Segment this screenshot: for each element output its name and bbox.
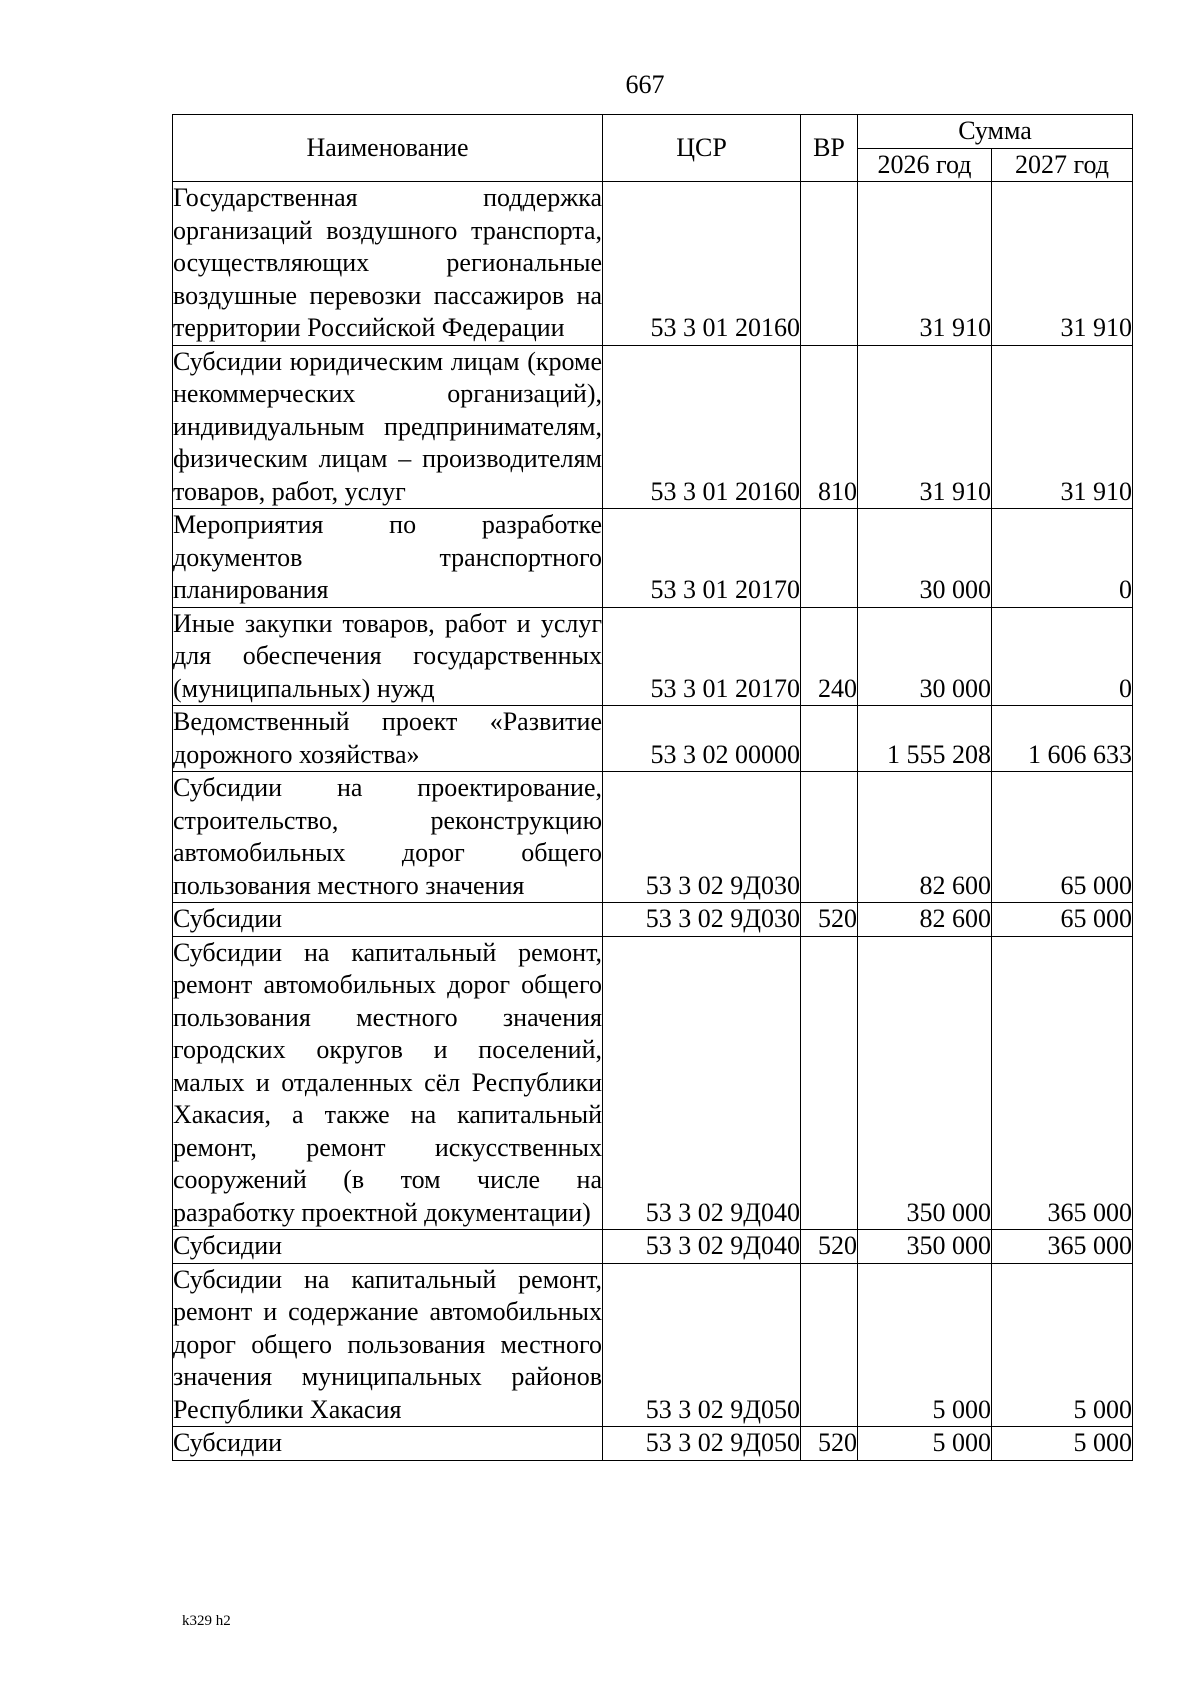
budget-table <box>172 114 1133 1461</box>
cell-csr: 53 3 02 9Д030 <box>603 772 801 903</box>
cell-2027: 0 <box>992 607 1133 706</box>
table-row <box>173 509 1133 608</box>
table-row <box>173 607 1133 706</box>
cell-csr: 53 3 01 20160 <box>603 182 801 346</box>
table-row <box>173 182 1133 346</box>
cell-vr: 810 <box>801 345 858 509</box>
table-row <box>173 772 1133 903</box>
cell-csr: 53 3 02 9Д030 <box>603 903 801 937</box>
header-year-2026: 2026 год <box>858 148 992 182</box>
cell-name: Субсидии на капитальный ремонт, ремонт автомобильных дорог общего пользования местного значения городских округов и поселений, малых и отдаленных сёл Республики Хакасия, а также на капитальный ремонт, ремонт искусственных сооружений (в том числе на разработку проектной документации) <box>173 936 603 1230</box>
cell-vr: 520 <box>801 1230 858 1264</box>
header-csr: ЦСР <box>603 115 801 182</box>
cell-name: Иные закупки товаров, работ и услуг для обеспечения государственных (муниципальных) нужд <box>173 607 603 706</box>
cell-csr: 53 3 01 20170 <box>603 607 801 706</box>
cell-vr <box>801 509 858 608</box>
cell-vr <box>801 182 858 346</box>
cell-2027: 0 <box>992 509 1133 608</box>
page-number: 667 <box>625 70 665 99</box>
cell-csr: 53 3 02 9Д040 <box>603 936 801 1230</box>
cell-name: Ведомственный проект «Развитие дорожного хозяйства» <box>173 706 603 772</box>
table-row <box>173 936 1133 1230</box>
table-header <box>173 115 1133 182</box>
footer-code: k329 h2 <box>182 1613 231 1629</box>
header-name: Наименование <box>173 115 603 182</box>
cell-csr: 53 3 02 9Д050 <box>603 1263 801 1427</box>
table-row <box>173 903 1133 937</box>
cell-vr <box>801 772 858 903</box>
header-sum: Сумма <box>858 115 1133 149</box>
cell-csr: 53 3 02 9Д040 <box>603 1230 801 1264</box>
cell-name: Субсидии <box>173 1427 603 1461</box>
cell-vr: 520 <box>801 903 858 937</box>
cell-2027: 5 000 <box>992 1263 1133 1427</box>
table-row <box>173 1427 1133 1461</box>
table-row <box>173 1230 1133 1264</box>
cell-2026: 5 000 <box>858 1427 992 1461</box>
header-vr: ВР <box>801 115 858 182</box>
cell-csr: 53 3 02 9Д050 <box>603 1427 801 1461</box>
cell-name: Субсидии на капитальный ремонт, ремонт и содержание автомобильных дорог общего пользования местного значения муниципальных районов Республики Хакасия <box>173 1263 603 1427</box>
cell-2026: 350 000 <box>858 936 992 1230</box>
cell-vr <box>801 706 858 772</box>
cell-2026: 350 000 <box>858 1230 992 1264</box>
cell-vr <box>801 936 858 1230</box>
cell-2027: 31 910 <box>992 182 1133 346</box>
cell-2026: 31 910 <box>858 182 992 346</box>
table-row <box>173 345 1133 509</box>
cell-name: Субсидии <box>173 903 603 937</box>
cell-2026: 1 555 208 <box>858 706 992 772</box>
cell-name: Мероприятия по разработке документов транспортного планирования <box>173 509 603 608</box>
cell-2027: 365 000 <box>992 1230 1133 1264</box>
cell-2027: 31 910 <box>992 345 1133 509</box>
table-row <box>173 706 1133 772</box>
cell-2026: 30 000 <box>858 607 992 706</box>
cell-2027: 5 000 <box>992 1427 1133 1461</box>
cell-2027: 65 000 <box>992 772 1133 903</box>
cell-2026: 30 000 <box>858 509 992 608</box>
cell-csr: 53 3 02 00000 <box>603 706 801 772</box>
cell-2027: 1 606 633 <box>992 706 1133 772</box>
cell-2026: 82 600 <box>858 903 992 937</box>
cell-2026: 31 910 <box>858 345 992 509</box>
cell-csr: 53 3 01 20160 <box>603 345 801 509</box>
table-body <box>173 182 1133 1461</box>
cell-name: Субсидии <box>173 1230 603 1264</box>
cell-vr <box>801 1263 858 1427</box>
cell-2026: 5 000 <box>858 1263 992 1427</box>
cell-vr: 240 <box>801 607 858 706</box>
table-row <box>173 1263 1133 1427</box>
cell-name: Субсидии на проектирование, строительство, реконструкцию автомобильных дорог общего пользования местного значения <box>173 772 603 903</box>
cell-name: Государственная поддержка организаций воздушного транспорта, осуществляющих региональные воздушные перевозки пассажиров на территории Российской Федерации <box>173 182 603 346</box>
header-year-2027: 2027 год <box>992 148 1133 182</box>
cell-name: Субсидии юридическим лицам (кроме некоммерческих организаций), индивидуальным предпринимателям, физическим лицам – производителям товаров, работ, услуг <box>173 345 603 509</box>
cell-2027: 365 000 <box>992 936 1133 1230</box>
cell-vr: 520 <box>801 1427 858 1461</box>
cell-2026: 82 600 <box>858 772 992 903</box>
cell-2027: 65 000 <box>992 903 1133 937</box>
cell-csr: 53 3 01 20170 <box>603 509 801 608</box>
